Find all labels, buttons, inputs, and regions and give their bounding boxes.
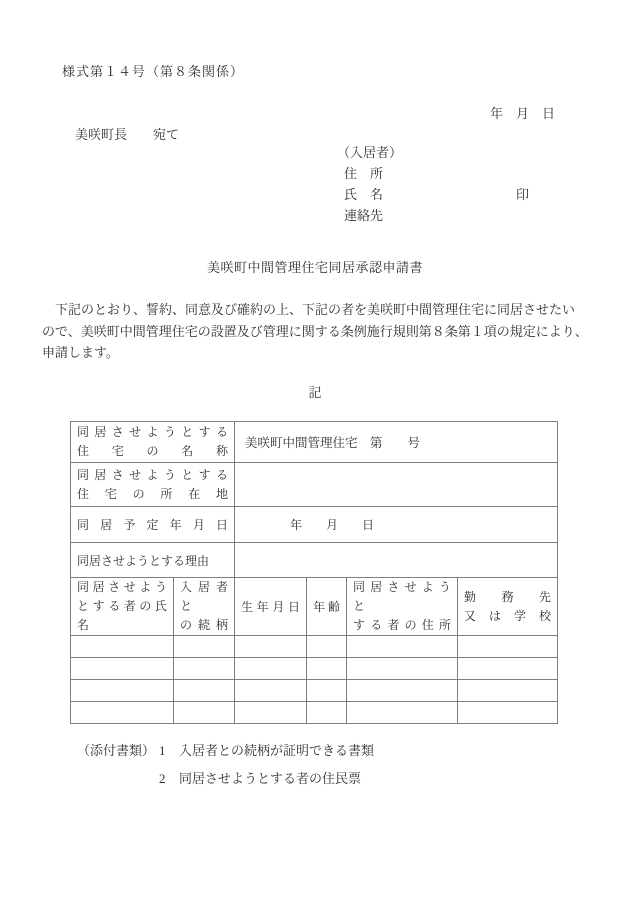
row-housing-location [71, 463, 558, 507]
date-line: 年 月 日 [489, 106, 555, 121]
body-paragraph [42, 299, 602, 364]
applicant-block [337, 142, 529, 226]
applicant-heading: （入居者） [337, 145, 403, 160]
form-table [70, 421, 558, 724]
label-housing-location: 同 居 さ せ よ う と す る 住 宅 の 所 在 地 [71, 463, 235, 507]
table-row [71, 680, 558, 702]
label-reason: 同居させようとする理由 [71, 543, 235, 578]
list-item: 2 同居させようとする者の住民票 [159, 771, 362, 786]
col-header-name: 同 居 さ せ よ う と す る 者 の 氏 名 [71, 578, 174, 636]
col-header-age: 年 齢 [307, 578, 347, 636]
body-line: 下記のとおり、誓約、同意及び確約の上、下記の者を美咲町中間管理住宅に同居させたい [42, 302, 576, 317]
value-planned-date: 年 月 日 [235, 507, 558, 543]
address-label: 住 所 [344, 166, 384, 181]
application-table [70, 421, 558, 724]
col-header-birthdate: 生 年 月 日 [235, 578, 307, 636]
value-reason [235, 543, 558, 578]
seal-mark: 印 [515, 187, 529, 202]
form-number: 様式第１４号（第８条関係） [62, 64, 245, 79]
table-row [71, 702, 558, 724]
document-title: 美咲町中間管理住宅同居承認申請書 [206, 260, 423, 275]
body-line: 申請します。 [42, 345, 119, 360]
addressee-line: 美咲町長 宛て [75, 127, 180, 142]
name-label: 氏 名 [344, 187, 384, 202]
table-row [71, 636, 558, 658]
col-header-workplace: 勤 務 先 又 は 学 校 [458, 578, 558, 636]
attachments-list [159, 737, 374, 793]
attachments-block [77, 737, 374, 793]
value-housing-location [235, 463, 558, 507]
body-line: ので、美咲町中間管理住宅の設置及び管理に関する条例施行規則第８条第１項の規定により、 [42, 323, 588, 339]
contact-label: 連絡先 [344, 208, 384, 223]
row-reason [71, 543, 558, 578]
attachments-heading: （添付書類） [77, 743, 156, 758]
ki-marker: 記 [308, 385, 322, 400]
name-row [337, 184, 529, 205]
label-housing-name: 同 居 さ せ よ う と す る 住 宅 の 名 称 [71, 422, 235, 463]
col-header-address: 同 居 さ せ よ う と す る 者 の 住 所 [347, 578, 458, 636]
row-housing-name [71, 422, 558, 463]
value-housing-name: 美咲町中間管理住宅 第 号 [235, 422, 558, 463]
list-item: 1 入居者との続柄が証明できる書類 [159, 743, 375, 758]
table-row [71, 658, 558, 680]
label-planned-date: 同 居 予 定 年 月 日 [71, 507, 235, 543]
header-row [71, 578, 558, 636]
col-header-relationship: 入 居 者 と の 続 柄 [174, 578, 235, 636]
row-planned-date [71, 507, 558, 543]
